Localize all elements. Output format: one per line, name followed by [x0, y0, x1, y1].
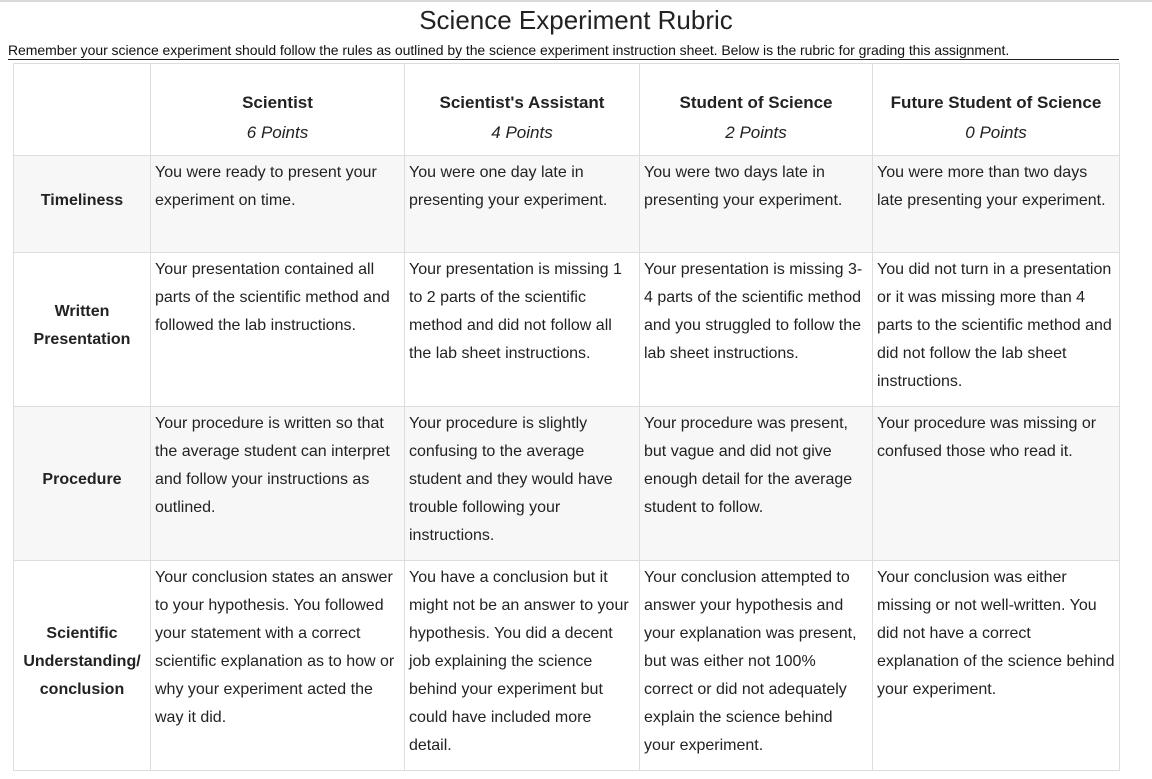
top-divider [0, 0, 1152, 2]
criterion-row-scientific-understanding [14, 561, 1120, 771]
level-header-student-of-science [640, 64, 873, 156]
rubric-cell: You were ready to present your experiment on time. [151, 156, 405, 253]
level-points: 2 Points [725, 123, 787, 142]
rubric-cell: You have a conclusion but it might not be an answer to your hypothesis. You did a decent job explaining the science behind your experiment but could have included more detail. [405, 561, 640, 771]
rubric-cell: You did not turn in a presentation or it was missing more than 4 parts to the scientific method and did not follow the lab sheet instructions. [873, 253, 1120, 407]
criterion-name: Scientific Understanding/ conclusion [14, 561, 151, 771]
rubric-cell: Your procedure was missing or confused those who read it. [873, 407, 1120, 561]
criterion-row-procedure [14, 407, 1120, 561]
rubric-cell: You were one day late in presenting your experiment. [405, 156, 640, 253]
rubric-cell: You were two days late in presenting your experiment. [640, 156, 873, 253]
rubric-cell: Your conclusion states an answer to your hypothesis. You followed your statement with a correct scientific explanation as to how or why your experiment acted the way it did. [151, 561, 405, 771]
header-corner-cell [14, 64, 151, 156]
rubric-cell: Your presentation is missing 1 to 2 parts of the scientific method and did not follow all the lab sheet instructions. [405, 253, 640, 407]
intro-text: Remember your science experiment should follow the rules as outlined by the science experiment instruction sheet. Below is the rubric for grading this assignment. [8, 41, 1119, 60]
rubric-cell: Your conclusion was either missing or not well-written. You did not have a correct explanation of the science behind your experiment. [873, 561, 1120, 771]
criterion-name: Procedure [14, 407, 151, 561]
rubric-cell: Your procedure was present, but vague and did not give enough detail for the average student to follow. [640, 407, 873, 561]
page-title: Science Experiment Rubric [419, 5, 733, 35]
criterion-name: Timeliness [14, 156, 151, 253]
rubric-cell: Your presentation is missing 3-4 parts of the scientific method and you struggled to follow the lab sheet instructions. [640, 253, 873, 407]
rubric-header-row [14, 64, 1120, 156]
level-points: 6 Points [246, 123, 309, 142]
level-header-scientist [151, 64, 405, 156]
criterion-name: Written Presentation [14, 253, 151, 407]
criterion-row-timeliness [14, 156, 1120, 253]
level-name: Student of Science [679, 93, 833, 112]
level-name: Scientist's Assistant [439, 93, 605, 112]
rubric-cell: You were more than two days late presenting your experiment. [873, 156, 1120, 253]
level-points: 4 Points [491, 123, 553, 142]
level-header-scientists-assistant [405, 64, 640, 156]
rubric-cell: Your presentation contained all parts of the scientific method and followed the lab instructions. [151, 253, 405, 407]
rubric-table [13, 63, 1120, 771]
criterion-row-written-presentation [14, 253, 1120, 407]
rubric-cell: Your procedure is written so that the average student can interpret and follow your instructions as outlined. [151, 407, 405, 561]
rubric-cell: Your conclusion attempted to answer your hypothesis and your explanation was present, but was either not 100% correct or did not adequately explain the science behind your experiment. [640, 561, 873, 771]
level-points: 0 Points [965, 123, 1027, 142]
level-header-future-student-of-science [873, 64, 1120, 156]
rubric-cell: Your procedure is slightly confusing to the average student and they would have trouble following your instructions. [405, 407, 640, 561]
level-name: Future Student of Science [890, 93, 1102, 112]
level-name: Scientist [242, 93, 313, 112]
